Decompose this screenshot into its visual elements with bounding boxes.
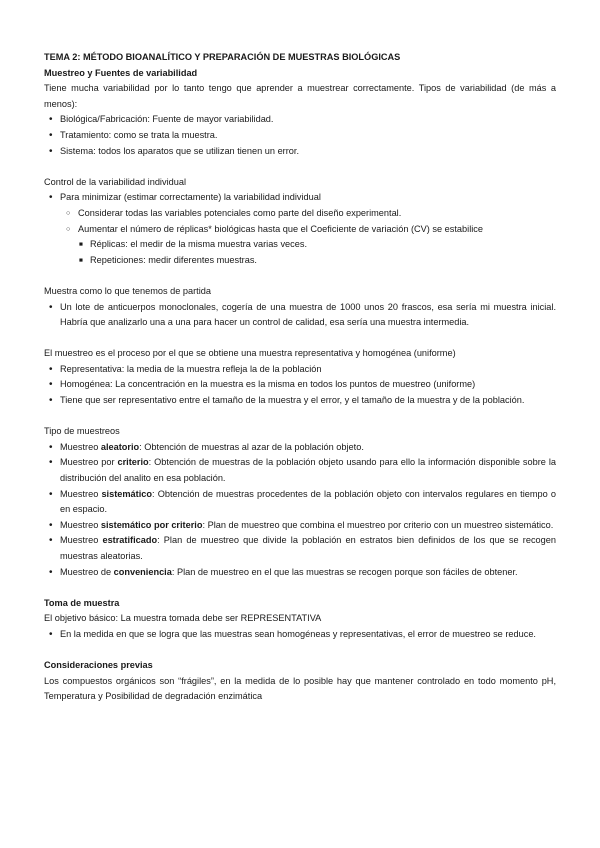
bullet-list [44, 190, 556, 268]
section-heading: Toma de muestra [44, 597, 120, 608]
list-item: • Muestreo estratificado: Plan de muestreo que divide la población en estratos bien definidos de los que se recogen muestras aleatorias. [44, 533, 556, 564]
section-heading: Consideraciones previas [44, 660, 153, 671]
list-subitem: ○ Aumentar el número de réplicas* biológicas hasta que el Coeficiente de variación (CV) se estabilice [44, 222, 556, 238]
list-item: • Homogénea: La concentración en la muestra es la misma en todos los puntos de muestreo (uniforme) [44, 377, 556, 393]
paragraph: El objetivo básico: La muestra tomada debe ser REPRESENTATIVA [44, 613, 322, 624]
paragraph: Los compuestos orgánicos son “frágiles”, en la medida de lo posible hay que mantener controlado en todo momento pH, Temperatura y Posibilidad de degradación enzimática [44, 675, 556, 702]
list-item: • Tiene que ser representativo entre el tamaño de la muestra y el error, y el tamaño de la muestra y de la población. [44, 393, 556, 409]
list-subsubitem: ■ Repeticiones: medir diferentes muestras. [44, 253, 556, 269]
list-item: • Biológica/Fabricación: Fuente de mayor variabilidad. [44, 112, 556, 128]
bullet-list [44, 627, 556, 643]
section-heading: Tipo de muestreos [44, 426, 120, 437]
list-item: • Representativa: la media de la muestra refleja la de la población [44, 362, 556, 378]
list-item: • Para minimizar (estimar correctamente) la variabilidad individual [44, 190, 556, 206]
list-item: • Muestreo de conveniencia: Plan de muestreo en el que las muestras se recogen porque son fáciles de obtener. [44, 565, 556, 581]
list-item: • En la medida en que se logra que las muestras sean homogéneas y representativas, el error de muestreo se reduce. [44, 627, 556, 643]
paragraph: Tiene mucha variabilidad por lo tanto tengo que aprender a muestrear correctamente. Tipos de variabilidad (de más a menos): [44, 83, 556, 109]
list-subsubitem: ■ Réplicas: el medir de la misma muestra varias veces. [44, 237, 556, 253]
list-item: • Muestreo sistemático: Obtención de muestras procedentes de la población objeto con intervalos regulares en tiempo o en espacio. [44, 487, 556, 518]
section-heading: Control de la variabilidad individual [44, 176, 186, 187]
bullet-list [44, 300, 556, 331]
list-item: • Tratamiento: como se trata la muestra. [44, 128, 556, 144]
bullet-list [44, 112, 556, 159]
bullet-list [44, 362, 556, 409]
section-heading: Muestreo y Fuentes de variabilidad [44, 67, 198, 78]
list-item: • Muestreo por criterio: Obtención de muestras de la población objeto usando para ello la información disponible sobre la distribución del analito en esa población. [44, 455, 556, 486]
section-heading: El muestreo es el proceso por el que se obtiene una muestra representativa y homogénea (uniforme) [44, 348, 456, 359]
list-item: • Sistema: todos los aparatos que se utilizan tienen un error. [44, 144, 556, 160]
list-subitem: ○ Considerar todas las variables potenciales como parte del diseño experimental. [44, 206, 556, 222]
list-item: • Muestreo aleatorio: Obtención de muestras al azar de la población objeto. [44, 440, 556, 456]
page-title: TEMA 2: MÉTODO BIOANALÍTICO Y PREPARACIÓN DE MUESTRAS BIOLÓGICAS [44, 52, 401, 62]
bullet-list [44, 440, 556, 580]
list-item: • Un lote de anticuerpos monoclonales, cogería de una muestra de 1000 unos 20 frascos, esa sería mi muestra inicial. Habría que analizarlo una a una para hacer un control de calidad, esa sería una muestra intermedia. [44, 300, 556, 331]
list-item: • Muestreo sistemático por criterio: Plan de muestreo que combina el muestreo por criterio con un muestreo sistemático. [44, 518, 556, 534]
section-heading: Muestra como lo que tenemos de partida [44, 285, 211, 296]
